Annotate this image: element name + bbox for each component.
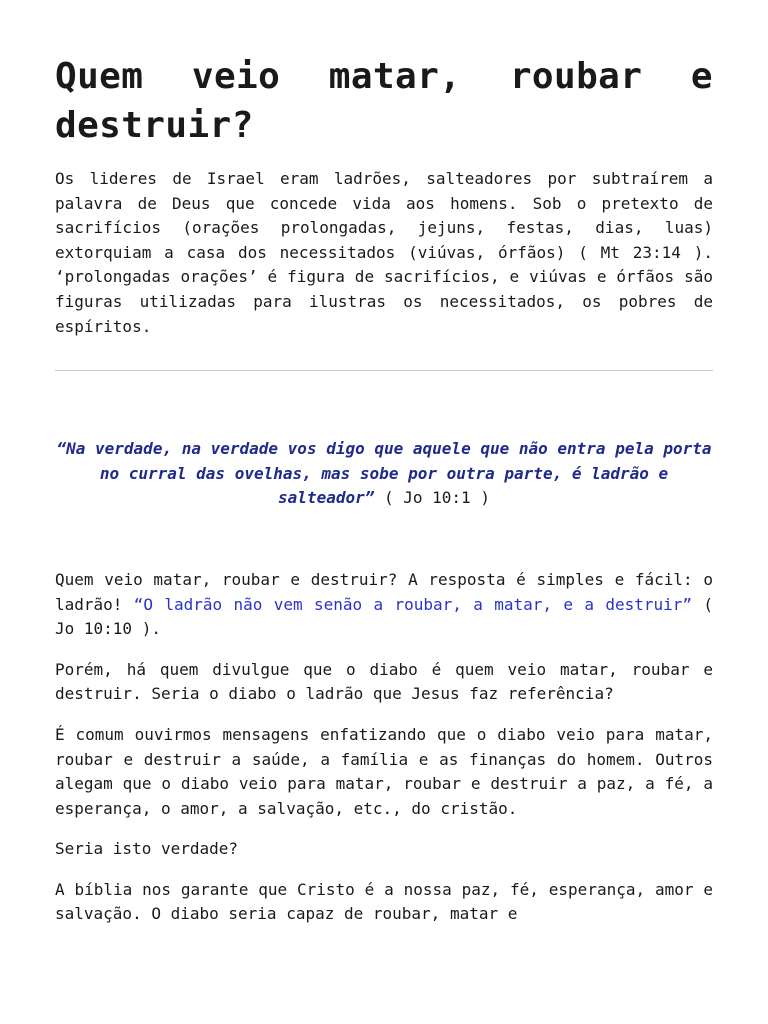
verse-quote-block: [55, 437, 713, 511]
answer-paragraph: [55, 568, 713, 642]
body-paragraph: A bíblia nos garante que Cristo é a nossa paz, fé, esperança, amor e salvação. O diabo seria capaz de roubar, matar e: [55, 879, 713, 924]
answer-reference: ( Jo 10:10 ).: [55, 594, 714, 639]
body-paragraph: Seria isto verdade?: [55, 839, 239, 859]
answer-lead-text: Quem veio matar, roubar e destruir? A resposta é simples e fácil: o ladrão!: [55, 569, 713, 614]
answer-quote-link[interactable]: “O ladrão não vem senão a roubar, a matar, e a destruir”: [133, 594, 693, 614]
body-paragraph: Porém, há quem divulgue que o diabo é quem veio matar, roubar e destruir. Seria o diabo o ladrão que Jesus faz referência?: [55, 659, 713, 704]
verse-reference: ( Jo 10:1 ): [374, 488, 490, 508]
verse-quote-text: “Na verdade, na verdade vos digo que aquele que não entra pela porta no curral das ovelhas, mas sobe por outra parte, é ladrão e salteador”: [56, 439, 712, 508]
intro-paragraph: Os lideres de Israel eram ladrões, salteadores por subtraírem a palavra de Deus que concede vida aos homens. Sob o pretexto de sacrifícios (orações prolongadas, jejuns, festas, dias, luas) extorquiam a casa dos necessitados (viúvas, órfãos) ( Mt 23:14 ). ‘prolongadas orações’ é figura de sacrifícios, e viúvas e órfãos são figuras utilizadas para ilustras os necessitados, os pobres de espíritos.: [55, 169, 713, 336]
article-title: Quem veio matar, roubar e destruir?: [55, 56, 713, 146]
body-paragraph: É comum ouvirmos mensagens enfatizando que o diabo veio para matar, roubar e destruir a saúde, a família e as finanças do homem. Outros alegam que o diabo veio para matar, roubar e destruir a paz, a fé, a esperança, o amor, a salvação, etc., do cristão.: [55, 724, 713, 818]
section-divider: [55, 370, 713, 371]
